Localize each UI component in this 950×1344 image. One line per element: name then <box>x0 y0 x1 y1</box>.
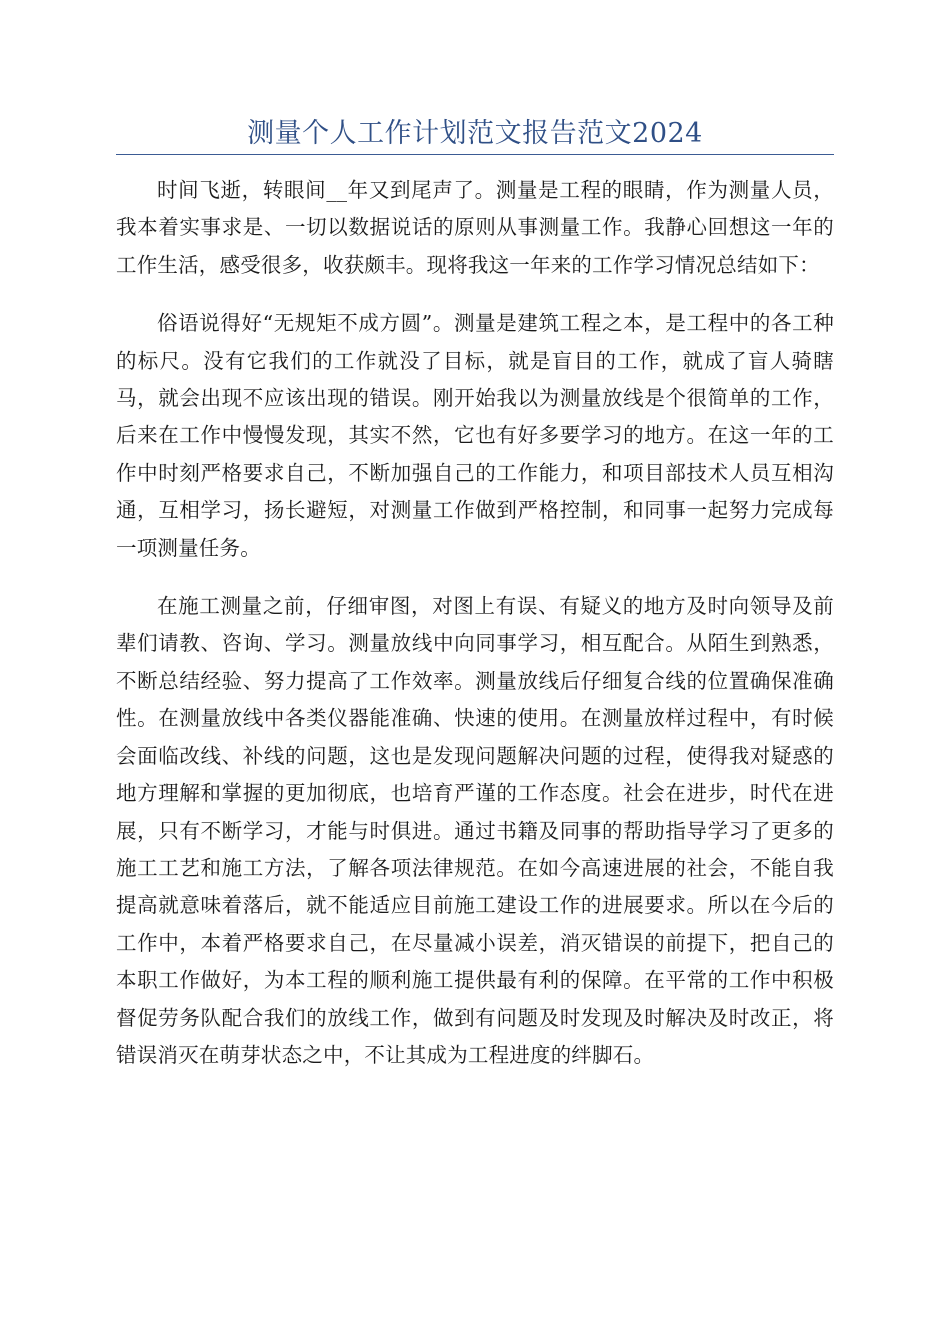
document-title: 测量个人工作计划范文报告范文2024 <box>247 118 703 149</box>
paragraph-intro: 时间飞逝，转眼间__年又到尾声了。测量是工程的眼睛，作为测量人员，我本着实事求是、一切以数据说话的原则从事测量工作。我静心回想这一年的工作生活，感受很多，收获颇丰。现将我这一年来的工作学习情况总结如下： <box>116 178 834 277</box>
title-underline <box>116 154 834 155</box>
document-body <box>116 172 834 1074</box>
paragraph-practice: 在施工测量之前，仔细审图，对图上有误、有疑义的地方及时向领导及前辈们请教、咨询、学习。测量放线中向同事学习，相互配合。从陌生到熟悉，不断总结经验、努力提高了工作效率。测量放线后仔细复合线的位置确保准确性。在测量放线中各类仪器能准确、快速的使用。在测量放样过程中，有时候会面临改线、补线的问题，这也是发现问题解决问题的过程，使得我对疑惑的地方理解和掌握的更加彻底，也培育严谨的工作态度。社会在进步，时代在进展，只有不断学习，才能与时俱进。通过书籍及同事的帮助指导学习了更多的施工工艺和施工方法，了解各项法律规范。在如今高速进展的社会，不能自我提高就意味着落后，就不能适应目前施工建设工作的进展要求。所以在今后的工作中，本着严格要求自己，在尽量减小误差，消灭错误的前提下，把自己的本职工作做好，为本工程的顺利施工提供最有利的保障。在平常的工作中积极督促劳务队配合我们的放线工作，做到有问题及时发现及时解决及时改正，将错误消灭在萌芽状态之中，不让其成为工程进度的绊脚石。 <box>116 594 834 1067</box>
paragraph-rules: 俗语说得好“无规矩不成方圆”。测量是建筑工程之本，是工程中的各工种的标尺。没有它我们的工作就没了目标，就是盲目的工作，就成了盲人骑瞎马，就会出现不应该出现的错误。刚开始我以为测量放线是个很简单的工作，后来在工作中慢慢发现，其实不然，它也有好多要学习的地方。在这一年的工作中时刻严格要求自己，不断加强自己的工作能力，和项目部技术人员互相沟通，互相学习，扬长避短，对测量工作做到严格控制，和同事一起努力完成每一项测量任务。 <box>116 311 834 560</box>
